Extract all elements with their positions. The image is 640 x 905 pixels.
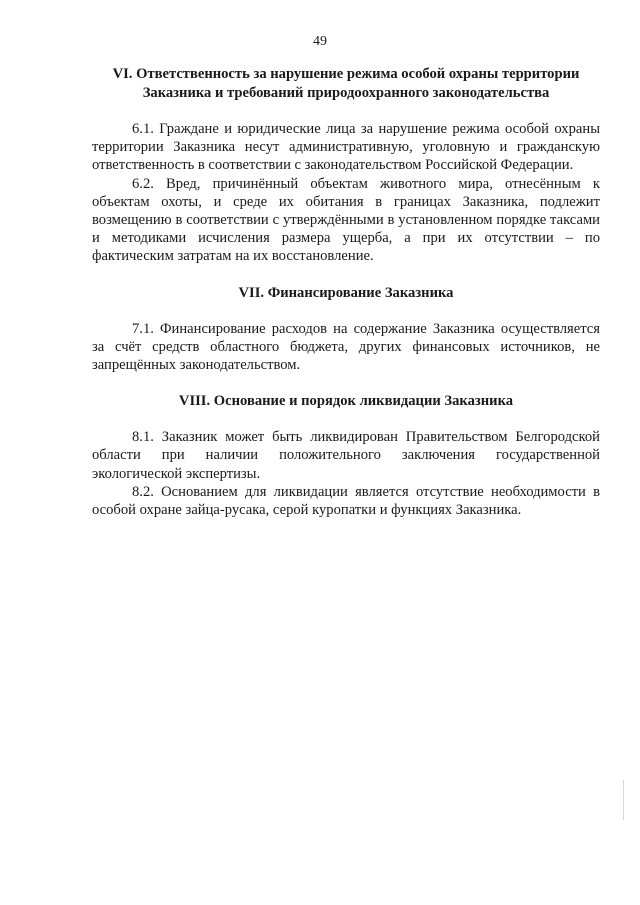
paragraph-7-1: 7.1. Финансирование расходов на содержание Заказника осуществляется за счёт средств областного бюджета, других финансовых источников, не запрещённых законодательством. [92, 320, 600, 374]
section-6-heading-line-1: VI. Ответственность за нарушение режима особой охраны территории [112, 66, 580, 82]
section-7-heading: VII. Финансирование Заказника [238, 284, 454, 301]
section-6-heading [92, 65, 600, 103]
section-8-heading: VIII. Основание и порядок ликвидации Заказника [178, 393, 514, 410]
paragraph-8-1: 8.1. Заказник может быть ликвидирован Правительством Белгородской области при наличии положительного заключения государственной экологической экспертизы. [92, 429, 600, 482]
paragraph-8-2: 8.2. Основанием для ликвидации является отсутствие необходимости в особой охране зайца-русака, серой куропатки и функциях Заказника. [92, 483, 600, 519]
paragraph-6-1: 6.1. Граждане и юридические лица за нарушение режима особой охраны территории Заказника несут административную, уголовную и гражданскую ответственность в соответствии с законодательством Российской Федерации. [92, 121, 600, 174]
page-number: 49 [313, 34, 327, 49]
document-body [92, 62, 600, 519]
scan-artifact-line [623, 780, 624, 820]
paragraph-6-2: 6.2. Вред, причинённый объектам животного мира, отнесённым к объектам охоты, и среде их обитания в границах Заказника, подлежит возмещению в соответствии с утверждёнными в установленном порядке таксами и методиками исчисления размера ущерба, а при их отсутствии – по фактическим затратам на их восстановление. [92, 175, 600, 265]
section-6-heading-line-2: Заказника и требований природоохранного законодательства [142, 85, 550, 101]
